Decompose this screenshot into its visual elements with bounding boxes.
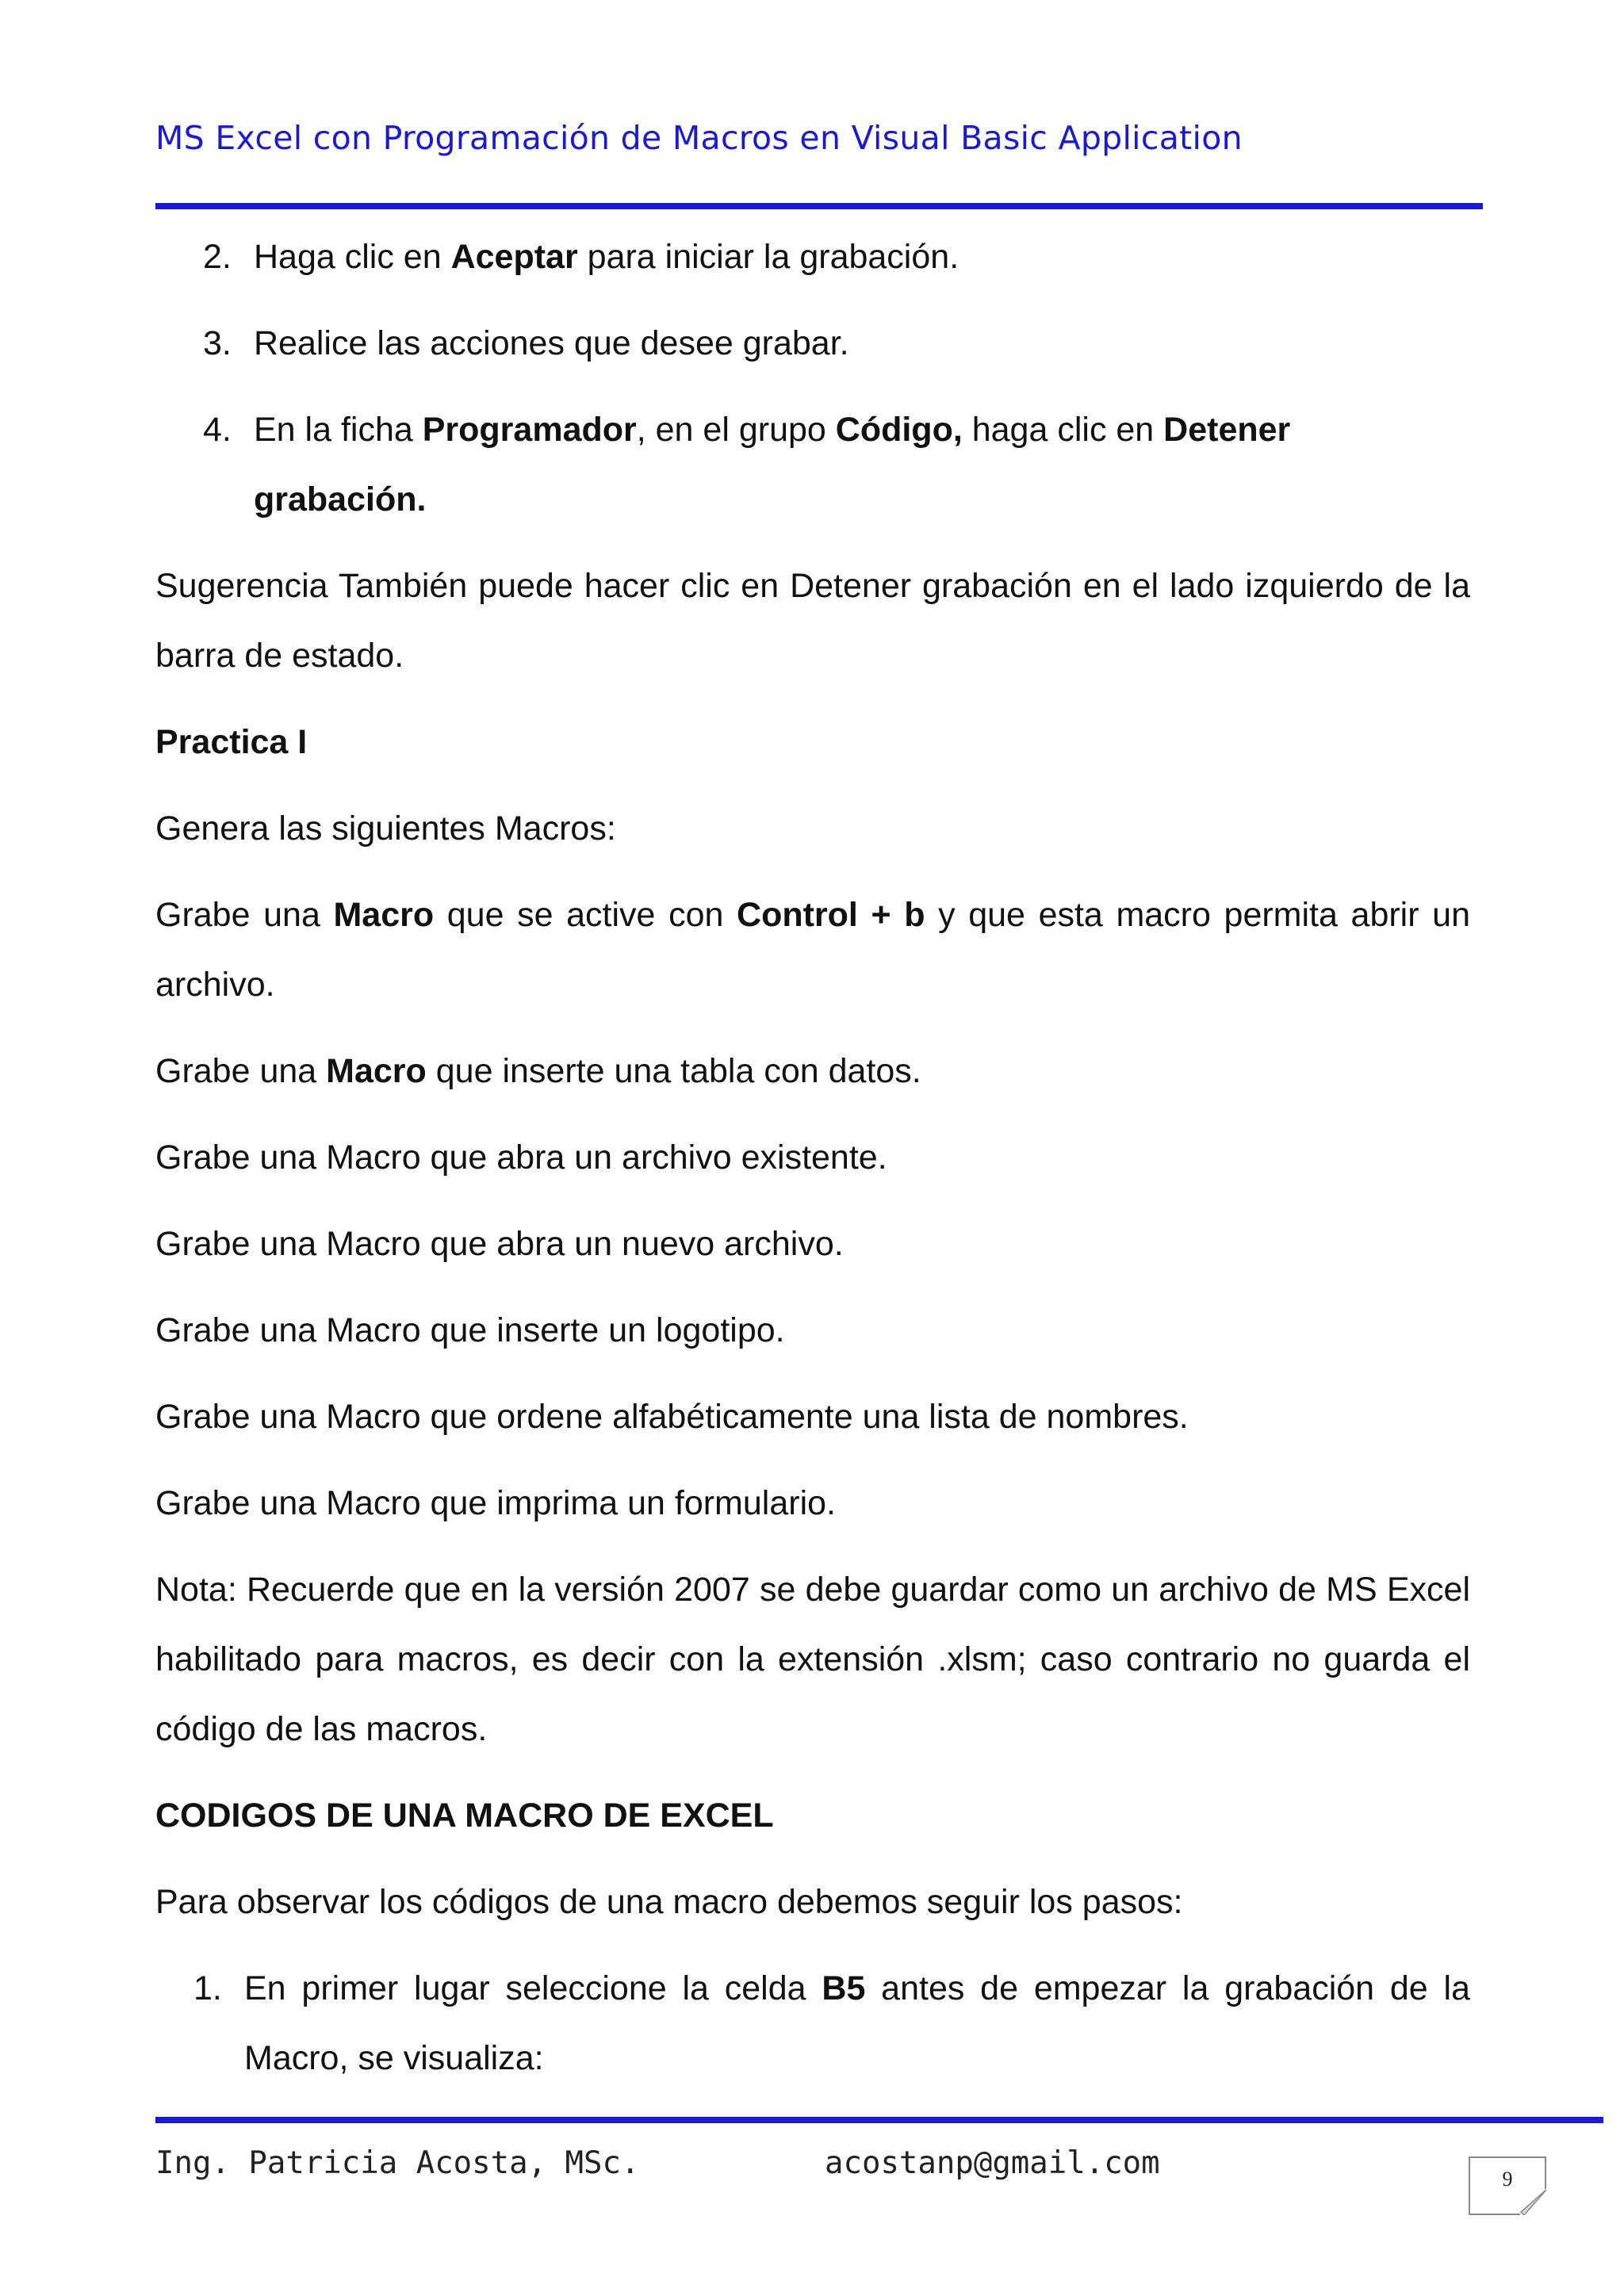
list-item [155,395,1470,534]
footer-rule [155,2117,1603,2123]
generate-intro: Genera las siguientes Macros: [155,809,616,848]
list-item [155,1954,1470,2093]
macro-item: Grabe una Macro que imprima un formulario. [155,1484,836,1522]
bold-span: Detener grabación. [254,411,1291,519]
steps-list-b [155,1954,1470,2093]
text-span: haga clic en [962,411,1164,449]
practice-heading [155,707,1470,777]
macro-item: Grabe una Macro que abra un archivo existente. [155,1138,887,1177]
footer-author: Ing. Patricia Acosta, MSc. [155,2145,640,2181]
list-number: 3. [203,324,232,362]
heading-text: CODIGOS DE UNA MACRO DE EXCEL [155,1797,774,1835]
list-item [155,222,1470,292]
steps-list-a [155,222,1470,534]
macro-item: Grabe una Macro que inserte un logotipo. [155,1311,785,1349]
bold-span: Programador [422,411,637,449]
text-span: y que esta macro permita abrir un archivo. [155,896,1470,1004]
header-title: MS Excel con Programación de Macros en Visual Basic Application [155,119,1243,157]
text-span: , en el grupo [636,411,836,449]
macro-item [155,1036,1470,1106]
header-rule [155,203,1483,209]
page-curl-icon [1519,2188,1546,2215]
codes-heading [155,1781,1470,1850]
note-paragraph: Nota: Recuerde que en la versión 2007 se debe guardar como un archivo de MS Excel habilitado para macros, es decir con la extensión .xlsm; caso contrario no guarda el código de las macros. [155,1571,1470,1748]
text-span: Haga clic en [254,238,451,276]
text-span: que se active con [434,896,737,934]
text-span: Grabe una [155,1052,327,1090]
bold-span: Macro [333,896,435,934]
content-body [155,222,1470,2110]
text-span: que inserte una tabla con datos. [426,1052,921,1090]
page-number-badge [1469,2156,1546,2215]
text-span: En primer lugar seleccione la celda [244,1969,822,2007]
list-item [155,308,1470,378]
macro-item: Grabe una Macro que abra un nuevo archivo. [155,1225,844,1263]
codes-intro: Para observar los códigos de una macro debemos seguir los pasos: [155,1883,1183,1921]
bold-span: Código, [835,411,963,449]
bold-span: Macro [326,1052,427,1090]
text-span: Grabe una [155,896,334,934]
macro-item: Grabe una Macro que ordene alfabéticamente una lista de nombres. [155,1398,1189,1436]
page-number: 9 [1502,2168,1513,2191]
bold-span: Control + b [737,896,925,934]
list-number: 4. [203,411,232,449]
list-number: 1. [193,1969,222,2007]
macro-item [155,880,1470,1020]
text-span: En la ficha [254,411,423,449]
footer-email: acostanp@gmail.com [825,2145,1160,2181]
text-span: antes de empezar la grabación de la Macro, se visualiza: [244,1969,1470,2077]
bold-span: Aceptar [450,238,578,276]
text-span: Realice las acciones que desee grabar. [254,324,849,362]
list-number: 2. [203,238,232,276]
text-span: para iniciar la grabación. [577,238,959,276]
suggestion-paragraph: Sugerencia También puede hacer clic en Detener grabación en el lado izquierdo de la barra de estado. [155,567,1470,675]
bold-span: B5 [822,1969,866,2007]
heading-text: Practica I [155,723,308,761]
